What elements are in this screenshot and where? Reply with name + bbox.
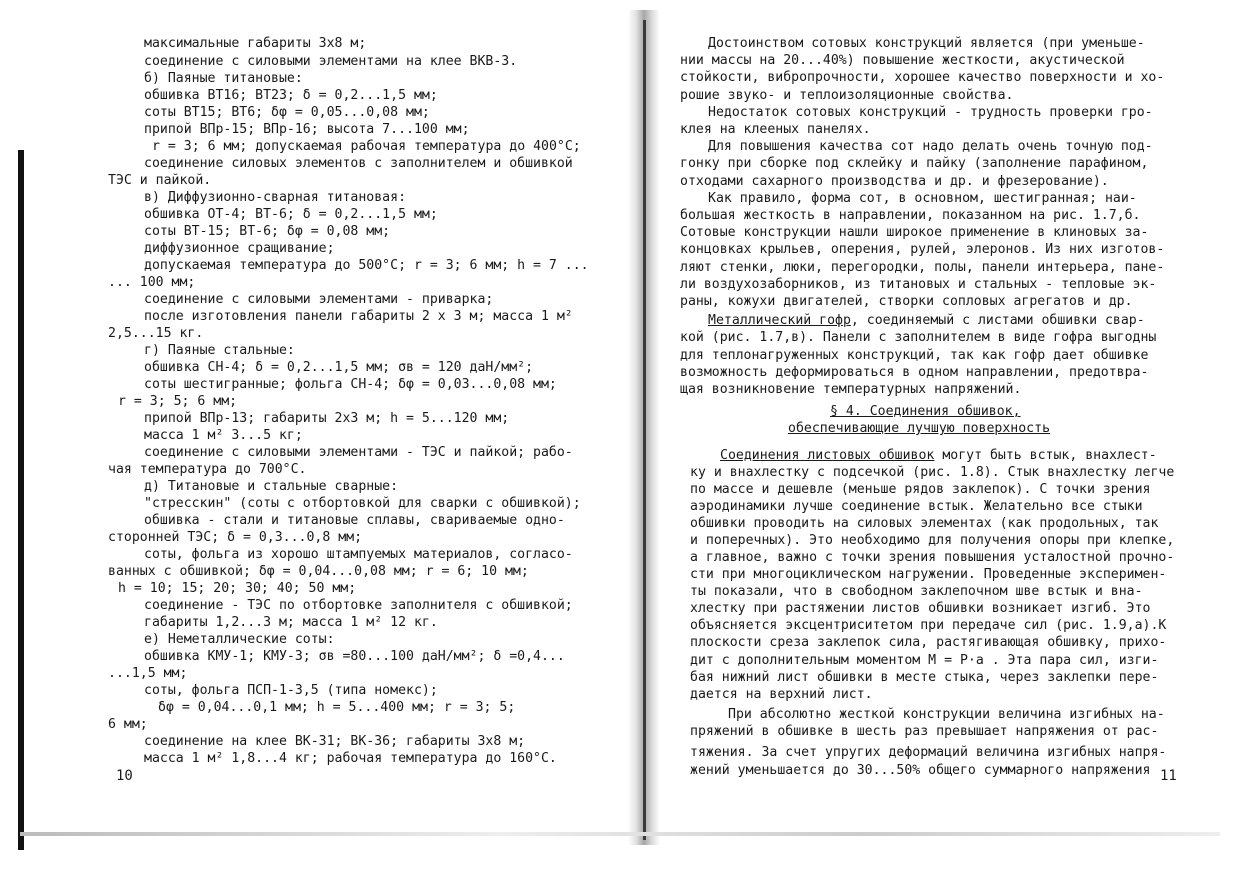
left-text-line: б) Паяные титановые: [144,71,303,86]
section-heading: § 4. Соединения обшивок, [830,404,1021,419]
right-text-line: При абсолютно жесткой конструкции величина изгибных на- [728,707,1165,722]
left-text-line: припой ВПр-13; габариты 2х3 м; h = 5...120 мм; [144,411,510,426]
left-text-line: допускаемая температура до 500°С; r = 3; 6 мм; h = 7 ... [144,258,589,273]
term-continuation: могут быть встык, внахлест- [934,448,1157,463]
right-text-line: Сотовые конструкции нашли широкое применение в клиновых за- [680,225,1149,241]
right-page-number: 11 [1160,768,1177,784]
right-text-line: по массе и дешевле (меньше рядов заклепок). С точки зрения [690,482,1151,497]
right-text-line: рошие звуко- и теплоизоляционные свойства. [680,87,1014,103]
right-text-line: а главное, важно с точки зрения повышения усталостной прочно- [690,550,1175,565]
scan-bottom-edge [20,832,1220,836]
left-text-line: соединение силовых элементов с заполнителем и обшивкой [144,156,573,171]
right-text-line: плоскости среза заклепок сила, растягивающая обшивку, прихо- [690,635,1167,650]
underlined-term: Соединения листовых обшивок [720,448,935,463]
scan-left-edge [18,150,24,850]
right-text-line: Как правило, форма сот, в основном, шестигранная; наи- [708,190,1137,206]
left-text-line: после изготовления панели габариты 2 х 3 м; масса 1 м² [144,309,573,324]
left-text-line: r = 3; 5; 6 мм; [118,394,238,409]
left-text-line: соты, фольга ПСП-1-3,5 (типа номекс); [144,683,438,698]
right-text-line: и поперечных). Это необходимо для получения опоры при клепке, [690,533,1175,548]
left-text-line: соты ВТ-15; ВТ-6; δφ = 0,08 мм; [144,224,391,239]
left-text-line: габариты 1,2...3 м; масса 1 м² 12 кг. [144,615,438,630]
left-text-line: соединение на клее ВК-31; ВК-36; габариты 3х8 м; [144,734,526,749]
right-text-line: бая нижний лист обшивки в месте стыка, через заклепки пере- [690,670,1159,685]
left-text-line: обшивка ВТ16; ВТ23; δ = 0,2...1,5 мм; [144,88,438,103]
left-text-line: соты, фольга из хорошо штампуемых материалов, согласо- [144,547,573,562]
right-text-line: гонку при сборке под склейку и пайку (заполнение парафином, [680,156,1149,172]
right-text-line: кой (рис. 1.7,в). Панели с заполнителем в виде гофра выгодны [680,330,1157,346]
left-page-number: 10 [116,768,133,784]
left-text-line: сторонней ТЭС; δ = 0,3...0,8 мм; [108,530,363,545]
right-text-line: дается на верхний лист. [690,687,873,702]
left-text-line: е) Неметаллические соты: [144,632,335,647]
term-continuation: , соединяемый с листами обшивки свар- [850,313,1145,329]
left-text-line: соты шестигранные; фольга СН-4; δφ = 0,03...0,08 мм; [144,377,557,392]
right-text-line: концовках крыльев, оперения, рулей, элеронов. Из них изготов- [680,242,1165,258]
gutter-fold-line [643,20,646,840]
right-text-line: дит с дополнительным моментом M = P·a . Эта пара сил, изги- [690,653,1159,668]
left-text-line: масса 1 м² 1,8...4 кг; рабочая температура до 160°С. [144,751,557,766]
right-text-line: раны, кожухи двигателей, створки сопловых агрегатов и др. [680,294,1133,309]
right-text-line: ли воздухозаборников, из титановых и стальных - тепловые эк- [680,276,1157,292]
left-text-line: диффузионное сращивание; [144,241,335,256]
right-text-line: ты показали, что в свободном заклепочном шве встык и вна- [690,584,1143,599]
left-text-line: ... 100 мм; [108,275,196,290]
right-text-line [708,313,1145,329]
left-text-line: δφ = 0,04...0,1 мм; h = 5...400 мм; r = 3; 5; [158,700,516,715]
left-text-line: соединение с силовыми элементами на клее ВКВ-3. [144,54,518,69]
right-text-line: отходами сахарного производства и др. и фрезерование). [680,173,1109,189]
left-text-line: "стресскин" (соты с отбортовкой для сварки с обшивкой); [144,496,581,511]
right-text-line: пряжений в обшивке в шесть раз превышает напряжения от рас- [690,724,1159,739]
left-text-line: обшивка СН-4; δ = 0,2...1,5 мм; σв = 120 даН/мм²; [144,360,534,375]
left-text-line: обшивка - стали и титановые сплавы, свариваемые одно- [144,513,565,528]
right-text-line: хлестку при растяжении листов обшивки возникает изгиб. Это [690,601,1151,616]
section-subheading: обеспечивающие лучшую поверхность [788,421,1051,436]
left-text-line: обшивка КМУ-1; КМУ-3; σв =80...100 даН/мм²; δ =0,4... [144,649,565,664]
right-text-line: нии массы на 20...40%) повышение жесткости, акустической [680,53,1125,69]
left-text-line: соединение - ТЭС по отбортовке заполнителя с обшивкой; [144,598,573,613]
right-text-line: большая жесткость в направлении, показанном на рис. 1.7,б. [680,208,1141,223]
left-text-line: соты ВТ15; ВТ6; δφ = 0,05...0,08 мм; [144,105,430,120]
right-text-line: щая возникновение температурных напряжений. [680,382,1022,397]
left-text-line: ...1,5 мм; [108,666,188,681]
left-text-line: максимальные габариты 3х8 м; [144,36,367,51]
right-text-line [720,448,1157,464]
left-text-line: 2,5...15 кг. [108,326,204,341]
right-text-line: обшивки проводить на силовых элементах (как продольных, так [690,516,1159,531]
left-text-line: h = 10; 15; 20; 30; 40; 50 мм; [118,581,357,596]
right-text-line: ку и внахлестку с подсечкой (рис. 1.8). Стык внахлестку легче [690,465,1175,480]
right-text-line: Недостаток сотовых конструкций - трудность проверки гро- [708,104,1153,120]
left-text-line: ТЭС и пайкой. [108,173,212,188]
left-text-line: ванных с обшивкой; δφ = 0,04...0,08 мм; r = 6; 10 мм; [108,564,529,579]
right-text-line: сти при многоциклическом нагружении. Проведенные эксперимен- [690,567,1167,582]
right-text-line: для теплонагруженных конструкций, так как гофр дает обшивке [680,347,1149,363]
right-text-line: клея на клееных панелях. [680,122,871,137]
underlined-term: Металлический гофр [708,313,851,329]
left-text-line: масса 1 м² 3...5 кг; [144,428,303,443]
left-text-line: r = 3; 6 мм; допускаемая рабочая температура до 400°С; [152,139,581,154]
left-text-line: в) Диффузионно-сварная титановая: [144,190,407,205]
left-text-line: 6 мм; [108,717,148,732]
right-text-line: Для повышения качества сот надо делать очень точную под- [708,139,1153,155]
right-text-line: аэродинамики лучше соединение встык. Желательно все стыки [690,499,1143,514]
left-text-line: г) Паяные стальные: [144,343,295,358]
right-text-line: ляют стенки, люки, перегородки, полы, панели интерьера, пане- [680,259,1165,275]
right-text-line: стойкости, вибропрочности, хорошее качество поверхности и хо- [680,70,1165,86]
right-text-line: тяжения. За счет упругих деформаций величина изгибных напря- [690,745,1167,760]
right-text-line: объясняется эксцентриситетом при передаче сил (рис. 1.9,а).К [690,618,1167,633]
left-text-line: соединение с силовыми элементами - ТЭС и пайкой; рабо- [144,445,573,460]
right-text-line: Достоинством сотовых конструкций является (при уменьше- [708,36,1145,51]
left-text-line: обшивка ОТ-4; ВТ-6; δ = 0,2...1,5 мм; [144,207,438,222]
right-text-line: возможность деформироваться в одном направлении, предотвра- [680,364,1149,380]
left-text-line: соединение с силовыми элементами - приварка; [144,292,494,307]
left-text-line: чая температура до 700°С. [108,462,307,477]
left-text-line: припой ВПр-15; ВПр-16; высота 7...100 мм; [144,122,470,137]
right-text-line: жений уменьшается до 30...50% общего суммарного напряжения [690,763,1151,778]
left-text-line: д) Титановые и стальные сварные: [144,479,399,494]
